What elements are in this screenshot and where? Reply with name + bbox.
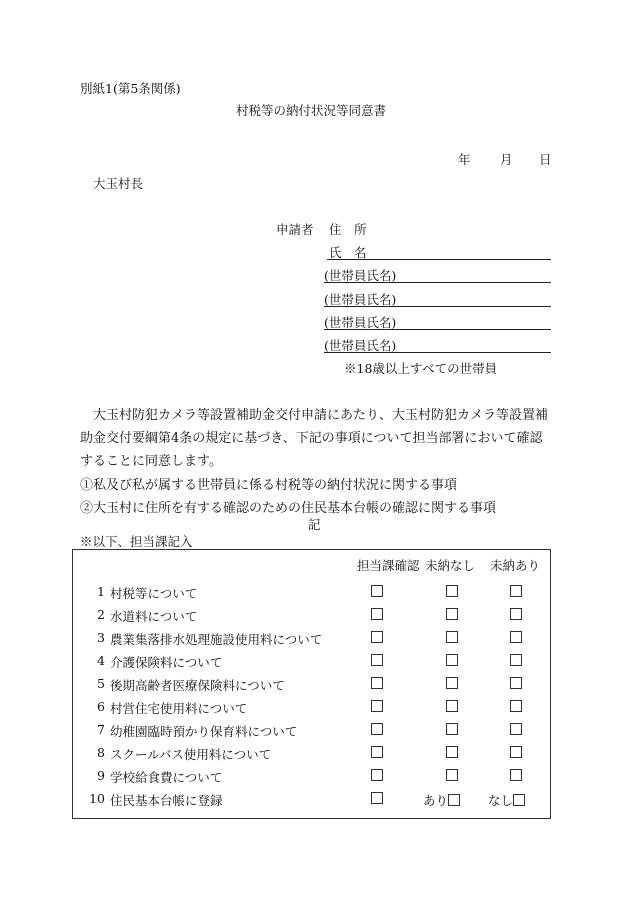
consent-text: 大玉村防犯カメラ等設置補助金交付申請にあたり、大玉村防犯カメラ等設置補助金交付要綱第4条の規定に基づき、下記の事項について担当部署において確認することに同意します。 xyxy=(80,408,549,469)
checkbox-no-arrears[interactable] xyxy=(446,677,458,689)
checkbox-arrears[interactable] xyxy=(510,654,522,666)
date-year-label: 年 xyxy=(458,152,471,167)
row-number: 9 xyxy=(97,768,105,783)
table-row xyxy=(73,630,550,653)
row-number: 2 xyxy=(97,607,105,622)
checkbox-no-arrears[interactable] xyxy=(446,631,458,643)
table-row xyxy=(73,745,550,768)
household-note: ※18歳以上すべての世帯員 xyxy=(344,361,498,376)
addressee: 大玉村長 xyxy=(93,176,144,191)
checkbox-dept[interactable] xyxy=(371,792,383,804)
row-label: 住民基本台帳に登録 xyxy=(110,793,223,808)
checkbox-dept[interactable] xyxy=(371,746,383,758)
row-label: 学校給食費について xyxy=(110,770,223,785)
row-number: 6 xyxy=(97,699,105,714)
checkbox-dept[interactable] xyxy=(371,631,383,643)
household-name-field-4[interactable] xyxy=(324,336,551,353)
form-reference: 別紙1(第5条関係) xyxy=(80,81,181,96)
ki-label: 記 xyxy=(308,517,321,532)
row-number: 10 xyxy=(89,791,105,806)
table-row xyxy=(73,768,550,791)
table-row xyxy=(73,607,550,630)
checkbox-no-arrears[interactable] xyxy=(446,585,458,597)
checkbox-arrears[interactable] xyxy=(510,585,522,597)
table-row xyxy=(73,791,550,814)
checkbox-dept[interactable] xyxy=(371,769,383,781)
row-label: 水道料について xyxy=(110,609,198,624)
header-dept-check: 担当課確認 xyxy=(357,558,420,573)
row-label: 幼稚園臨時預かり保育料について xyxy=(110,724,298,739)
header-no-arrears: 未納なし xyxy=(425,558,476,573)
household-name-label: (世帯員氏名) xyxy=(324,292,397,307)
row-label: 村営住宅使用料について xyxy=(110,701,248,716)
row-number: 7 xyxy=(97,722,105,737)
checkbox-arrears[interactable] xyxy=(510,608,522,620)
checkbox-no-arrears[interactable] xyxy=(446,723,458,735)
checkbox-dept[interactable] xyxy=(371,608,383,620)
item-1: ①私及び私が属する世帯員に係る村税等の納付状況に関する事項 xyxy=(80,478,458,493)
applicant-label: 申請者 xyxy=(276,222,314,237)
row-number: 5 xyxy=(97,676,105,691)
household-name-label: (世帯員氏名) xyxy=(324,338,397,353)
name-label: 氏 名 xyxy=(329,245,367,260)
registered-no-label: なし xyxy=(488,793,514,808)
checkbox-dept[interactable] xyxy=(371,700,383,712)
household-name-label: (世帯員氏名) xyxy=(324,315,397,330)
table-row xyxy=(73,722,550,745)
checkbox-registered-yes[interactable] xyxy=(448,794,460,806)
checkbox-arrears[interactable] xyxy=(510,746,522,758)
checkbox-arrears[interactable] xyxy=(510,700,522,712)
checkbox-no-arrears[interactable] xyxy=(446,654,458,666)
row-label: 農業集落排水処理施設使用料について xyxy=(110,632,323,647)
household-name-label: (世帯員氏名) xyxy=(324,268,397,283)
table-row xyxy=(73,584,550,607)
name-field[interactable] xyxy=(327,243,551,260)
table-row xyxy=(73,676,550,699)
checkbox-dept[interactable] xyxy=(371,677,383,689)
checkbox-no-arrears[interactable] xyxy=(446,608,458,620)
dept-note: ※以下、担当課記入 xyxy=(80,534,193,549)
row-number: 1 xyxy=(97,584,105,599)
row-label: スクールバス使用料について xyxy=(110,747,272,762)
row-number: 8 xyxy=(97,745,105,760)
checkbox-arrears[interactable] xyxy=(510,769,522,781)
checkbox-no-arrears[interactable] xyxy=(446,769,458,781)
item-2: ②大玉村に住所を有する確認のための住民基本台帳の確認に関する事項 xyxy=(80,501,497,516)
table-row xyxy=(73,699,550,722)
household-name-field-1[interactable] xyxy=(324,266,551,283)
checkbox-dept[interactable] xyxy=(371,585,383,597)
date-month-label: 月 xyxy=(500,152,513,167)
row-number: 3 xyxy=(97,630,105,645)
registered-yes-label: あり xyxy=(423,793,449,808)
document-title: 村税等の納付状況等同意書 xyxy=(236,103,387,118)
row-label: 介護保険料について xyxy=(110,655,223,670)
address-label: 住 所 xyxy=(329,222,367,237)
checkbox-no-arrears[interactable] xyxy=(446,746,458,758)
table-row xyxy=(73,653,550,676)
checkbox-no-arrears[interactable] xyxy=(446,700,458,712)
checkbox-registered-no[interactable] xyxy=(513,794,525,806)
household-name-field-3[interactable] xyxy=(324,313,551,330)
checkbox-arrears[interactable] xyxy=(510,631,522,643)
header-arrears: 未納あり xyxy=(490,558,541,573)
row-label: 村税等について xyxy=(110,586,198,601)
row-label: 後期高齢者医療保険料について xyxy=(110,678,285,693)
checkbox-arrears[interactable] xyxy=(510,677,522,689)
household-name-field-2[interactable] xyxy=(324,290,551,307)
verification-table xyxy=(72,549,551,819)
row-number: 4 xyxy=(97,653,105,668)
date-day-label: 日 xyxy=(539,152,552,167)
checkbox-dept[interactable] xyxy=(371,723,383,735)
checkbox-arrears[interactable] xyxy=(510,723,522,735)
checkbox-dept[interactable] xyxy=(371,654,383,666)
consent-paragraph xyxy=(80,404,555,473)
